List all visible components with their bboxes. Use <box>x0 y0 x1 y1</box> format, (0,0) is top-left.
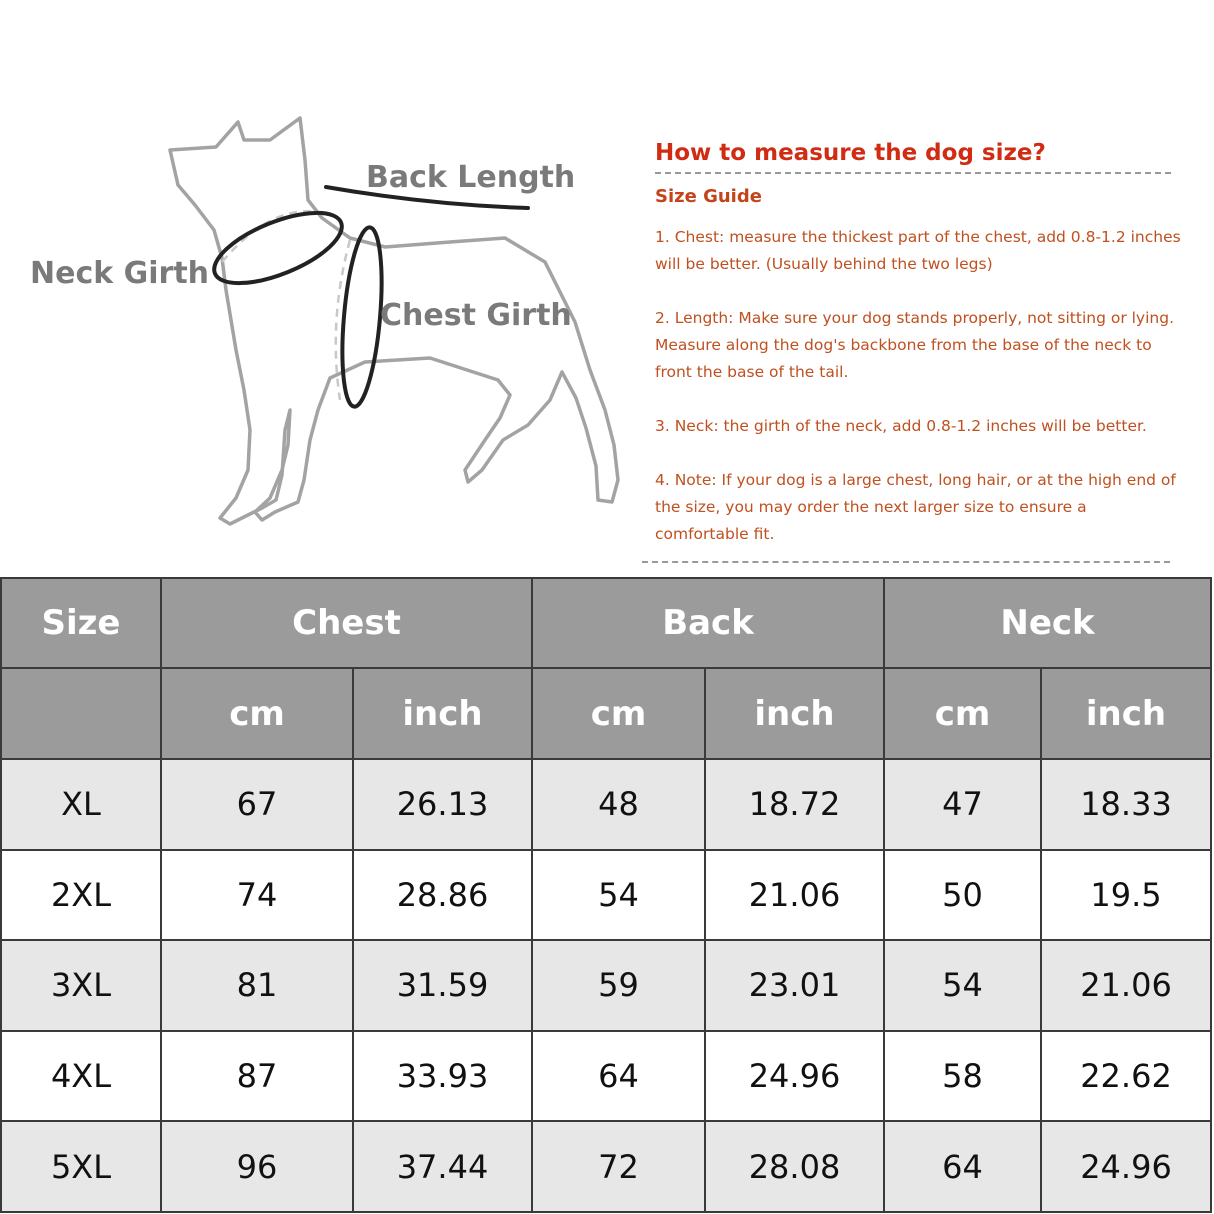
guide-bottom-divider <box>642 561 1170 563</box>
table-row <box>1 1121 1211 1212</box>
guide-divider <box>655 172 1171 174</box>
table-cell: 67 <box>161 759 353 850</box>
table-cell: 54 <box>532 850 705 941</box>
table-cell: 18.33 <box>1041 759 1211 850</box>
table-cell: 21.06 <box>1041 940 1211 1031</box>
header-neck: Neck <box>884 578 1211 668</box>
table-cell: 96 <box>161 1121 353 1212</box>
table-cell: XL <box>1 759 161 850</box>
guide-item-chest: 1. Chest: measure the thickest part of the chest, add 0.8-1.2 inches will be better. (Usually behind the two legs) <box>655 228 1181 273</box>
table-cell: 50 <box>884 850 1041 941</box>
unit-cell <box>1 668 161 759</box>
table-cell: 31.59 <box>353 940 532 1031</box>
table-row <box>1 759 1211 850</box>
table-cell: 64 <box>884 1121 1041 1212</box>
table-cell: 26.13 <box>353 759 532 850</box>
table-header-row <box>1 578 1211 668</box>
guide-subtitle: Size Guide <box>655 186 762 207</box>
table-cell: 47 <box>884 759 1041 850</box>
chest-girth-label: Chest Girth <box>380 298 572 333</box>
table-row <box>1 940 1211 1031</box>
table-cell: 24.96 <box>1041 1121 1211 1212</box>
header-back: Back <box>532 578 884 668</box>
neck-girth-label: Neck Girth <box>30 256 210 291</box>
header-size: Size <box>1 578 161 668</box>
back-length-label: Back Length <box>366 160 576 195</box>
table-row <box>1 850 1211 941</box>
size-guide-panel <box>655 140 1185 548</box>
table-cell: 59 <box>532 940 705 1031</box>
table-cell: 37.44 <box>353 1121 532 1212</box>
table-cell: 58 <box>884 1031 1041 1122</box>
guide-item-length: 2. Length: Make sure your dog stands properly, not sitting or lying. Measure along the dog's backbone from the base of the neck to front the base of the tail. <box>655 309 1175 381</box>
guide-item-neck: 3. Neck: the girth of the neck, add 0.8-1.2 inches will be better. <box>655 417 1147 435</box>
table-cell: 23.01 <box>705 940 884 1031</box>
unit-cell: cm <box>532 668 705 759</box>
table-cell: 28.86 <box>353 850 532 941</box>
table-row <box>1 1031 1211 1122</box>
table-cell: 18.72 <box>705 759 884 850</box>
unit-cell: inch <box>1041 668 1211 759</box>
header-chest: Chest <box>161 578 532 668</box>
size-chart-table <box>0 577 1212 1213</box>
table-cell: 2XL <box>1 850 161 941</box>
table-cell: 24.96 <box>705 1031 884 1122</box>
dog-measurement-diagram <box>0 0 640 560</box>
table-cell: 33.93 <box>353 1031 532 1122</box>
table-cell: 64 <box>532 1031 705 1122</box>
table-cell: 48 <box>532 759 705 850</box>
table-cell: 74 <box>161 850 353 941</box>
table-cell: 28.08 <box>705 1121 884 1212</box>
neck-dashed-line <box>222 211 318 262</box>
table-cell: 19.5 <box>1041 850 1211 941</box>
neck-girth-ring <box>205 198 351 297</box>
table-cell: 54 <box>884 940 1041 1031</box>
unit-cell: cm <box>161 668 353 759</box>
table-cell: 22.62 <box>1041 1031 1211 1122</box>
guide-item-note: 4. Note: If your dog is a large chest, long hair, or at the high end of the size, you may order the next larger size to ensure a comfortable fit. <box>655 471 1176 543</box>
table-units-row <box>1 668 1211 759</box>
unit-cell: inch <box>705 668 884 759</box>
unit-cell: inch <box>353 668 532 759</box>
unit-cell: cm <box>884 668 1041 759</box>
table-cell: 81 <box>161 940 353 1031</box>
guide-title: How to measure the dog size? <box>655 140 1046 166</box>
table-cell: 5XL <box>1 1121 161 1212</box>
table-cell: 21.06 <box>705 850 884 941</box>
table-cell: 87 <box>161 1031 353 1122</box>
table-cell: 4XL <box>1 1031 161 1122</box>
table-cell: 3XL <box>1 940 161 1031</box>
table-cell: 72 <box>532 1121 705 1212</box>
